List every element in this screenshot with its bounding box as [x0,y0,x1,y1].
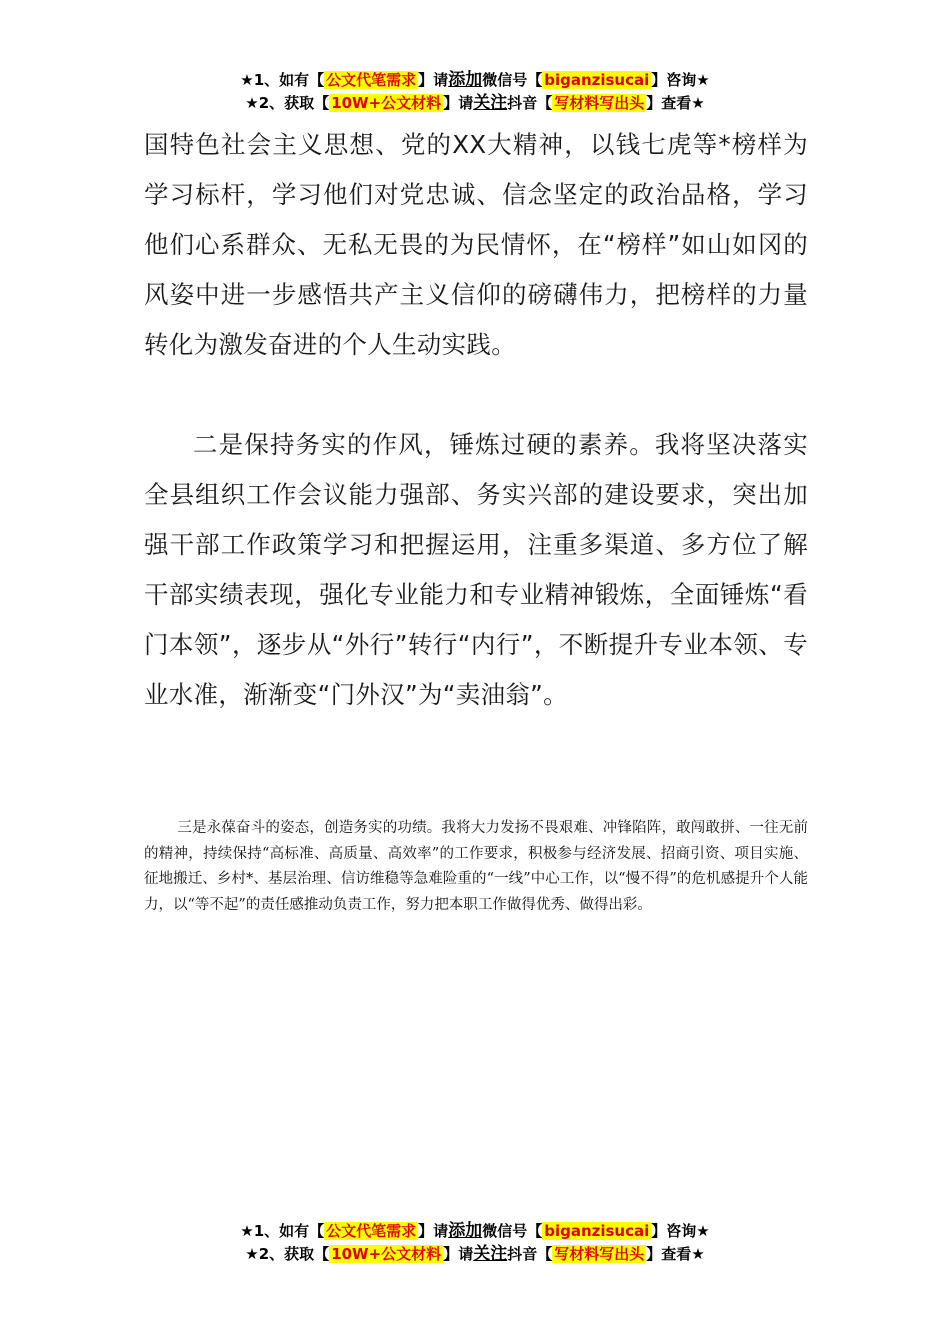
footer-banner [0,1220,950,1266]
paragraph-3: 三是永葆奋斗的姿态，创造务实的功绩。我将大力发扬不畏艰难、冲锋陷阵，敢闯敢拼、一往无前的精神，持续保持“高标准、高质量、高效率”的工作要求，积极参与经济发展、招商引资、项目实施、征地搬迁、乡村*、基层治理、信访维稳等急难险重的“一线”中心工作，以“慢不得”的危机感提升个人能力，以“等不起”的责任感推动负责工作，努力把本职工作做得优秀、做得出彩。 [144,820,808,913]
header-banner [0,69,950,115]
banner-text: 微信号【 [482,71,543,89]
paragraph-1 [144,120,808,370]
paragraph-2-text: 二是保持务实的作风，锤炼过硬的素养。我将坚决落实全县组织工作会议能力强部、务实兴部的建设要求，突出加强干部工作政策学习和把握运用，注重多渠道、多方位了解干部实绩表现，强化专业能力和专业精神锻炼，全面锤炼“看门本领”，逐步从“外行”转行“内行”，不断提升专业本领、专业水准，渐渐变“门外汉”为“卖油翁”。 [144,430,808,709]
banner-line-1 [0,69,950,92]
footer-line-2 [0,1243,950,1266]
banner-highlight: 公文代笔需求 [326,1222,417,1240]
banner-text: 抖音【 [507,1245,553,1263]
banner-highlight: biganzisucai [544,71,650,89]
paragraph-1-text: 国特色社会主义思想、党的XX大精神，以钱七虎等*榜样为学习标杆，学习他们对党忠诚、信念坚定的政治品格，学习他们心系群众、无私无畏的为民情怀，在“榜样”如山如冈的风姿中进一步感悟共产主义信仰的磅礴伟力，把榜样的力量转化为激发奋进的个人生动实践。 [144,130,808,359]
banner-text: ★2、获取【 [245,94,330,112]
banner-line-2 [0,92,950,115]
banner-text: 】请 [418,71,449,89]
banner-text: 】请 [418,1222,449,1240]
banner-text: ★1、如有【 [240,1222,325,1240]
banner-highlight: 10W+公文材料 [331,1245,442,1263]
banner-underline: 添加 [448,1221,483,1241]
banner-text: 】请 [443,1245,474,1263]
banner-underline: 关注 [473,93,508,113]
banner-text: 抖音【 [507,94,553,112]
footer-line-1 [0,1220,950,1243]
banner-text: 】请 [443,94,474,112]
banner-highlight: 公文代笔需求 [326,71,417,89]
banner-text: 微信号【 [482,1222,543,1240]
banner-highlight: 写材料写出头 [554,1245,645,1263]
banner-highlight: 10W+公文材料 [331,94,442,112]
banner-text: 】查看★ [646,94,705,112]
banner-highlight: biganzisucai [544,1222,650,1240]
paragraph-2 [144,420,808,720]
banner-underline: 添加 [448,70,483,90]
banner-text: ★2、获取【 [245,1245,330,1263]
banner-text: ★1、如有【 [240,71,325,89]
banner-text: 】查看★ [646,1245,705,1263]
banner-highlight: 写材料写出头 [554,94,645,112]
banner-text: 】咨询★ [651,71,710,89]
banner-text: 】咨询★ [651,1222,710,1240]
banner-underline: 关注 [473,1244,508,1264]
